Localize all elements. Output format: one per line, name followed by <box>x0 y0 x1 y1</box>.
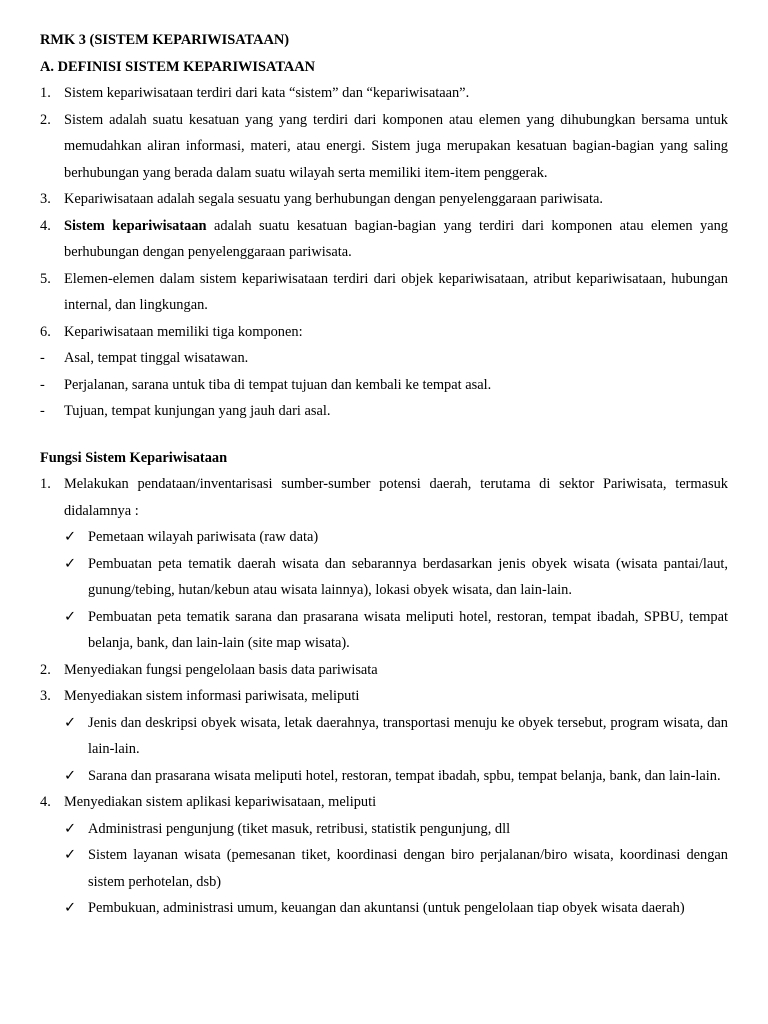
check-item-text: Jenis dan deskripsi obyek wisata, letak daerahnya, transportasi menuju ke obyek tersebut, program wisata, dan lain-lain. <box>88 714 728 757</box>
check-mark-icon: ✓ <box>64 714 77 731</box>
section-spacer <box>40 425 728 445</box>
item-number: 5. <box>40 270 51 287</box>
item-number: 6. <box>40 323 51 340</box>
check-item-text: Administrasi pengunjung (tiket masuk, retribusi, statistik pengunjung, dll <box>88 820 511 837</box>
item-text: Sistem kepariwisataan terdiri dari kata “sistem” dan “kepariwisataan”. <box>64 85 470 101</box>
item-text: Sistem adalah suatu kesatuan yang yang terdiri dari komponen atau elemen yang dihubungkan bersama untuk memudahkan aliran informasi, materi, atau energi. Sistem juga merupakan kesatuan bagian-bagian yang saling berhubungan yang berada dalam suatu wilayah serta memiliki item-item penggerak. <box>64 111 728 181</box>
check-mark-icon: ✓ <box>64 900 77 916</box>
check-item-text: Sistem layanan wisata (pemesanan tiket, koordinasi dengan biro perjalanan/biro wisata, koordinasi dengan sistem perhotelan, dsb) <box>88 847 728 890</box>
item-number: 1. <box>40 476 51 492</box>
item-text-rest: adalah suatu kesatuan bagian-bagian yang terdiri dari komponen atau elemen yang berhubungan dengan penyelenggaraan pariwisata. <box>64 217 728 260</box>
check-mark-icon: ✓ <box>64 555 77 572</box>
item-text: Menyediakan fungsi pengelolaan basis data pariwisata <box>64 661 378 678</box>
check-item <box>40 816 728 843</box>
definition-item-1 <box>40 80 728 107</box>
check-mark-icon: ✓ <box>64 820 77 837</box>
component-item-2 <box>40 372 728 399</box>
check-mark-icon: ✓ <box>64 608 77 625</box>
item-number: 2. <box>40 661 51 678</box>
check-item <box>40 710 728 763</box>
item-text: Asal, tempat tinggal wisatawan. <box>64 350 249 366</box>
check-item <box>40 763 728 790</box>
fungsi-item-3 <box>40 683 728 710</box>
item-number: 3. <box>40 191 51 207</box>
item-number: 3. <box>40 688 51 704</box>
item-text: Melakukan pendataan/inventarisasi sumber-sumber potensi daerah, terutama di sektor Pariwisata, termasuk didalamnya : <box>64 476 728 519</box>
check-mark-icon: ✓ <box>64 847 77 863</box>
item-number: 2. <box>40 111 51 128</box>
check-item-text: Pembuatan peta tematik sarana dan prasarana wisata meliputi hotel, restoran, tempat ibadah, SPBU, tempat belanja, bank, dan lain-lain (site map wisata). <box>88 608 728 651</box>
check-item-text: Sarana dan prasarana wisata meliputi hotel, restoran, tempat ibadah, spbu, tempat belanja, bank, dan lain-lain. <box>88 767 721 784</box>
check-item-text: Pemetaan wilayah pariwisata (raw data) <box>88 529 319 545</box>
component-item-1 <box>40 345 728 372</box>
document-title: RMK 3 (SISTEM KEPARIWISATAAN) <box>40 32 290 48</box>
item-text: Elemen-elemen dalam sistem kepariwisataan terdiri dari objek kepariwisataan, atribut kepariwisataan, hubungan internal, dan lingkungan. <box>64 270 728 313</box>
component-item-3 <box>40 398 728 425</box>
fungsi-heading: Fungsi Sistem Kepariwisataan <box>40 449 228 466</box>
check-item-text: Pembuatan peta tematik daerah wisata dan sebarannya berdasarkan jenis obyek wisata (wisata pantai/laut, gunung/tebing, hutan/kebun atau wisata lainnya), lokasi obyek wisata, dan lain-lain. <box>88 555 728 598</box>
check-item <box>40 895 728 922</box>
item-text: Tujuan, tempat kunjungan yang jauh dari asal. <box>64 403 331 419</box>
item-text <box>64 213 728 266</box>
dash-bullet: - <box>40 376 45 393</box>
check-item-text: Pembukuan, administrasi umum, keuangan dan akuntansi (untuk pengelolaan tiap obyek wisata daerah) <box>88 900 685 916</box>
bold-term: Sistem kepariwisataan <box>64 217 207 234</box>
check-mark-icon: ✓ <box>64 767 77 784</box>
definition-item-5 <box>40 266 728 319</box>
check-item <box>40 524 728 551</box>
fungsi-item-4 <box>40 789 728 816</box>
item-text: Menyediakan sistem informasi pariwisata, meliputi <box>64 688 360 704</box>
definition-item-3 <box>40 186 728 213</box>
definition-item-2 <box>40 107 728 187</box>
item-text: Menyediakan sistem aplikasi kepariwisataan, meliputi <box>64 794 377 810</box>
check-item <box>40 842 728 895</box>
section-a-heading: A. DEFINISI SISTEM KEPARIWISATAAN <box>40 58 316 75</box>
check-mark-icon: ✓ <box>64 529 77 545</box>
item-text: Kepariwisataan adalah segala sesuatu yang berhubungan dengan penyelenggaraan pariwisata. <box>64 191 604 207</box>
check-item <box>40 551 728 604</box>
item-number: 4. <box>40 794 51 810</box>
item-text: Perjalanan, sarana untuk tiba di tempat tujuan dan kembali ke tempat asal. <box>64 376 492 393</box>
item-number: 1. <box>40 85 51 101</box>
definition-item-4 <box>40 213 728 266</box>
item-text: Kepariwisataan memiliki tiga komponen: <box>64 323 303 340</box>
dash-bullet: - <box>40 403 45 419</box>
definition-item-6 <box>40 319 728 346</box>
fungsi-item-2 <box>40 657 728 684</box>
dash-bullet: - <box>40 350 45 366</box>
document-content <box>40 27 728 922</box>
check-item <box>40 604 728 657</box>
item-number: 4. <box>40 217 51 234</box>
fungsi-item-1 <box>40 471 728 524</box>
